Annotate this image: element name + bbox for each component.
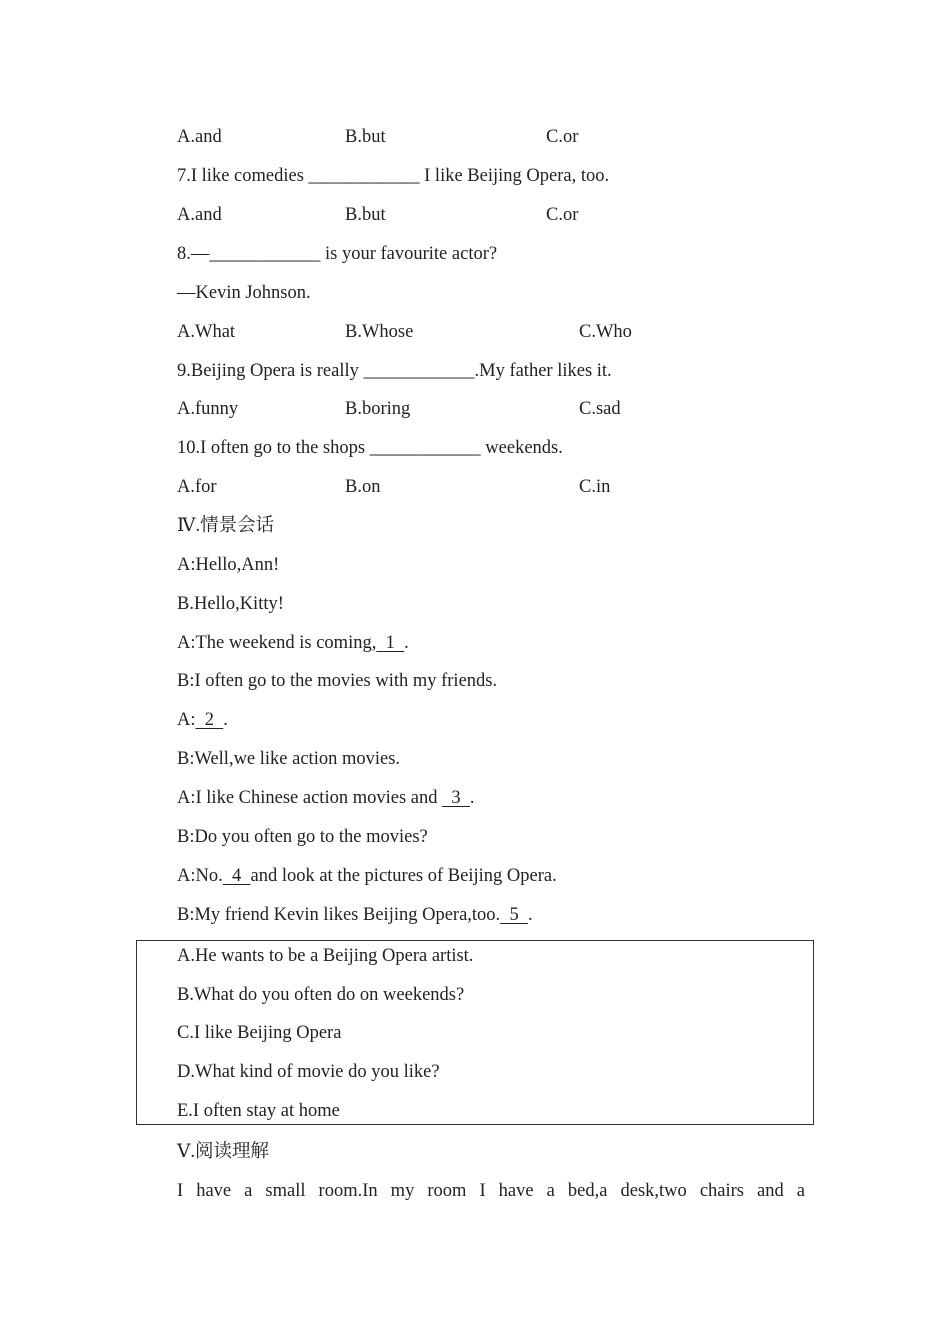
option-c: C.or [546,127,579,147]
dialogue-line: A:Hello,Ann! [177,555,280,575]
choice-e: E.I often stay at home [177,1101,340,1121]
blank-3: 3 [442,788,470,808]
option-c: C.or [546,205,579,225]
question-10: 10.I often go to the shops ____________ weekends. [177,438,563,458]
option-a: A.What [177,322,236,342]
blank-4: 4 [222,866,251,886]
option-b: B.Whose [345,322,414,342]
option-a: A.and [177,205,222,225]
choice-d: D.What kind of movie do you like? [177,1062,440,1082]
question-8: 8.—____________ is your favourite actor? [177,244,498,264]
dialogue-line: A:I like Chinese action movies and 3 . [177,788,475,808]
option-a: A.funny [177,399,239,419]
option-c: C.sad [579,399,621,419]
option-c: C.in [579,477,611,497]
dialogue-line: B:My friend Kevin likes Beijing Opera,too. 5 . [177,905,533,925]
option-a: A.and [177,127,222,147]
blank-2: 2 [195,710,224,730]
option-b: B.on [345,477,381,497]
option-c: C.Who [579,322,632,342]
dialogue-line: B:Do you often go to the movies? [177,827,428,847]
section-5-title: Ⅴ.阅读理解 [177,1142,269,1162]
choice-b: B.What do you often do on weekends? [177,985,465,1005]
question-8-answer: —Kevin Johnson. [177,283,311,303]
section-4-title: Ⅳ.情景会话 [177,516,275,536]
option-b: B.boring [345,399,411,419]
blank-1: 1 [376,633,405,653]
dialogue-line: A: 2 . [177,710,228,730]
blank-5: 5 [500,905,528,925]
reading-passage: I have a small room.In my room I have a bed,a desk,two chairs and a [177,1181,805,1201]
choice-a: A.He wants to be a Beijing Opera artist. [177,946,474,966]
dialogue-line: A:No. 4 and look at the pictures of Beijing Opera. [177,866,557,886]
question-9: 9.Beijing Opera is really ____________.My father likes it. [177,361,612,381]
dialogue-line: B:I often go to the movies with my friends. [177,671,498,691]
option-b: B.but [345,127,386,147]
option-b: B.but [345,205,386,225]
dialogue-line: B.Hello,Kitty! [177,594,284,614]
choice-c: C.I like Beijing Opera [177,1023,342,1043]
dialogue-line: B:Well,we like action movies. [177,749,401,769]
question-7: 7.I like comedies ____________ I like Beijing Opera, too. [177,166,610,186]
option-a: A.for [177,477,217,497]
dialogue-line: A:The weekend is coming, 1 . [177,633,409,653]
